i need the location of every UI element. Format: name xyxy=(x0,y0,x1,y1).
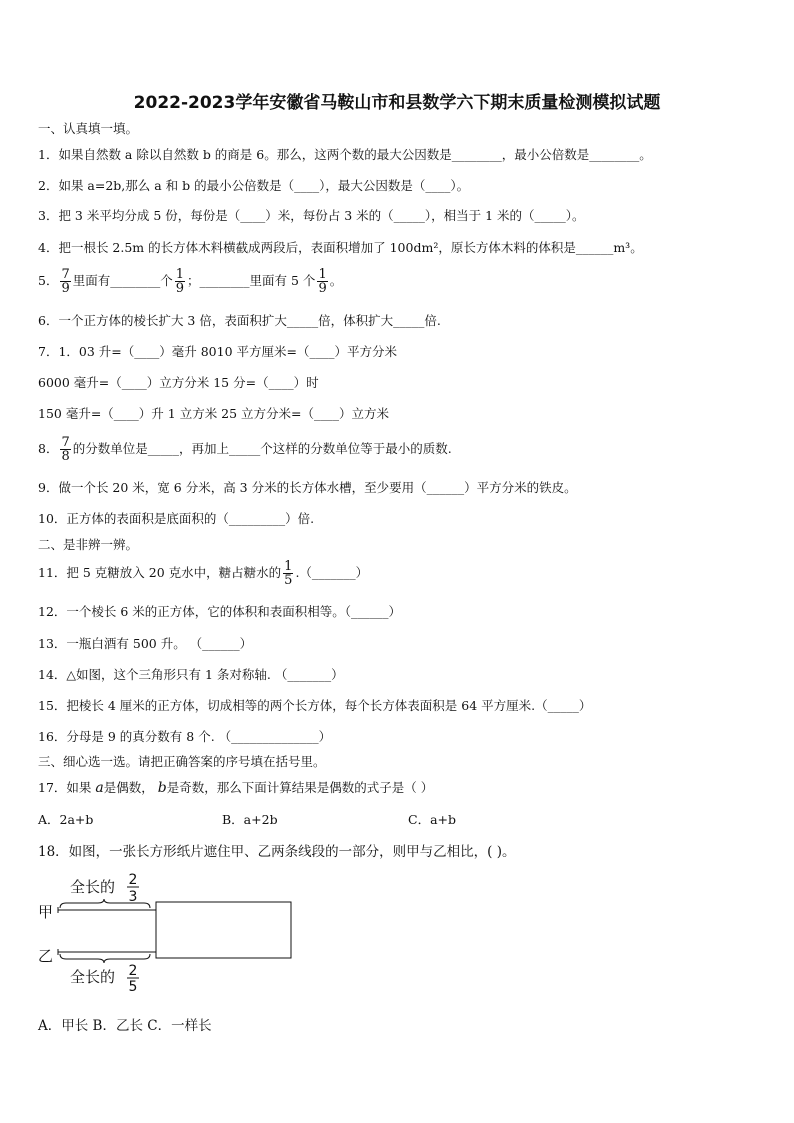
top-fraction-denominator: 3 xyxy=(128,889,138,905)
question-4: 4．把一根长 2.5m 的长方体木料横截成两段后，表面积增加了 100dm²，原长方体木料的体积是______m³。 xyxy=(38,240,643,255)
q5-fraction-1 xyxy=(60,268,70,295)
page-title: 2022-2023学年安徽省马鞍山市和县数学六下期末质量检测模拟试题 xyxy=(133,93,661,113)
q5-f1-denominator: 9 xyxy=(61,281,70,296)
question-11 xyxy=(38,560,368,587)
question-3: 3．把 3 米平均分成 5 份，每份是（____）米，每份占 3 米的（_____），相当于 1 米的（_____）。 xyxy=(38,208,585,223)
q11-denominator: 5 xyxy=(284,573,293,588)
q17-var-a: a xyxy=(95,780,104,796)
q8-prefix: 8． xyxy=(38,441,59,456)
q5-f2-numerator: 1 xyxy=(175,267,185,282)
question-15: 15．把棱长 4 厘米的正方体，切成相等的两个长方体，每个长方体表面积是 64 平方厘米.（_____） xyxy=(38,698,592,713)
q11-numerator: 1 xyxy=(284,559,293,574)
question-7-line-3: 150 毫升=（____）升 1 立方米 25 立方分米=（____）立方米 xyxy=(38,406,390,421)
bottom-fraction-denominator: 5 xyxy=(128,979,138,992)
q8-fraction xyxy=(60,436,70,463)
q5-prefix: 5． xyxy=(38,273,59,288)
question-2: 2．如果 a=2b,那么 a 和 b 的最小公倍数是（____），最大公因数是（____）。 xyxy=(38,178,470,193)
q17-option-c: C．a+b xyxy=(408,812,456,827)
q11-fraction xyxy=(283,560,293,587)
q18-options: A．甲长 B．乙长 C．一样长 xyxy=(38,1018,212,1034)
q17-option-b: B．a+2b xyxy=(222,812,278,827)
q5-mid-1: 里面有________个 xyxy=(72,273,173,288)
q8-denominator: 8 xyxy=(61,449,70,464)
section-heading-2: 二、是非辨一辨。 xyxy=(38,537,139,552)
question-8 xyxy=(38,436,452,463)
q8-numerator: 7 xyxy=(61,435,70,450)
q5-mid-2: ；________里面有 5 个 xyxy=(187,273,316,288)
question-9: 9．做一个长 20 米，宽 6 分米，高 3 分米的长方体水槽，至少要用（______）平方分米的铁皮。 xyxy=(38,480,577,495)
q17-var-b: b xyxy=(157,780,167,796)
question-7-line-2: 6000 毫升=（____）立方分米 15 分=（____）时 xyxy=(38,375,319,390)
q5-fraction-2 xyxy=(175,268,185,295)
question-13: 13．一瓶白酒有 500 升。 （______） xyxy=(38,636,253,651)
q17-option-a: A．2a+b xyxy=(38,812,94,827)
q18-figure xyxy=(36,872,306,992)
top-fraction-numerator: 2 xyxy=(128,872,138,888)
q17-mid: 是偶数， xyxy=(103,780,154,795)
q5-f3-denominator: 9 xyxy=(318,281,327,296)
q5-end: 。 xyxy=(329,273,343,288)
q17-rest: 是奇数，那么下面计算结果是偶数的式子是（ ） xyxy=(166,780,434,795)
q17-prefix: 17．如果 xyxy=(38,780,92,795)
q17-option-b-wrap xyxy=(97,812,217,828)
question-17 xyxy=(38,780,433,796)
question-10: 10．正方体的表面积是底面积的（_________）倍. xyxy=(38,511,315,526)
q5-fraction-3 xyxy=(317,268,327,295)
q5-f3-numerator: 1 xyxy=(318,267,327,282)
q17-options xyxy=(38,812,217,828)
question-7-line-1: 7．1．03 升=（____）毫升 8010 平方厘米=（____）平方分米 xyxy=(38,344,397,359)
bottom-label-text: 全长的 xyxy=(70,968,116,986)
q8-rest: 的分数单位是_____，再加上_____个这样的分数单位等于最小的质数. xyxy=(72,441,452,456)
question-18: 18．如图，一张长方形纸片遮住甲、乙两条线段的一部分，则甲与乙相比，( )。 xyxy=(38,844,516,860)
section-heading-1: 一、认真填一填。 xyxy=(38,121,139,136)
top-label-text: 全长的 xyxy=(70,878,116,896)
q11-prefix: 11．把 5 克糖放入 20 克水中，糖占糖水的 xyxy=(38,565,282,580)
q5-f1-numerator: 7 xyxy=(61,267,70,282)
yi-label: 乙 xyxy=(38,947,54,965)
q5-f2-denominator: 9 xyxy=(175,281,185,296)
q11-rest: .（_______） xyxy=(295,565,369,580)
bottom-fraction-numerator: 2 xyxy=(128,963,138,979)
question-5 xyxy=(38,268,342,295)
bottom-brace xyxy=(60,954,150,963)
section-heading-3: 三、细心选一选。请把正确答案的序号填在括号里。 xyxy=(38,754,326,769)
question-16: 16．分母是 9 的真分数有 8 个. （______________） xyxy=(38,729,332,744)
jia-label: 甲 xyxy=(38,903,54,921)
question-12: 12．一个棱长 6 米的正方体，它的体积和表面积相等。（______） xyxy=(38,604,402,619)
question-1: 1．如果自然数 a 除以自然数 b 的商是 6。那么，这两个数的最大公因数是________，最小公倍数是________。 xyxy=(38,147,652,162)
question-14: 14．△如图，这个三角形只有 1 条对称轴. （_______） xyxy=(38,667,344,682)
covering-rectangle xyxy=(156,902,291,958)
question-6: 6．一个正方体的棱长扩大 3 倍，表面积扩大_____倍，体积扩大_____倍. xyxy=(38,313,441,328)
